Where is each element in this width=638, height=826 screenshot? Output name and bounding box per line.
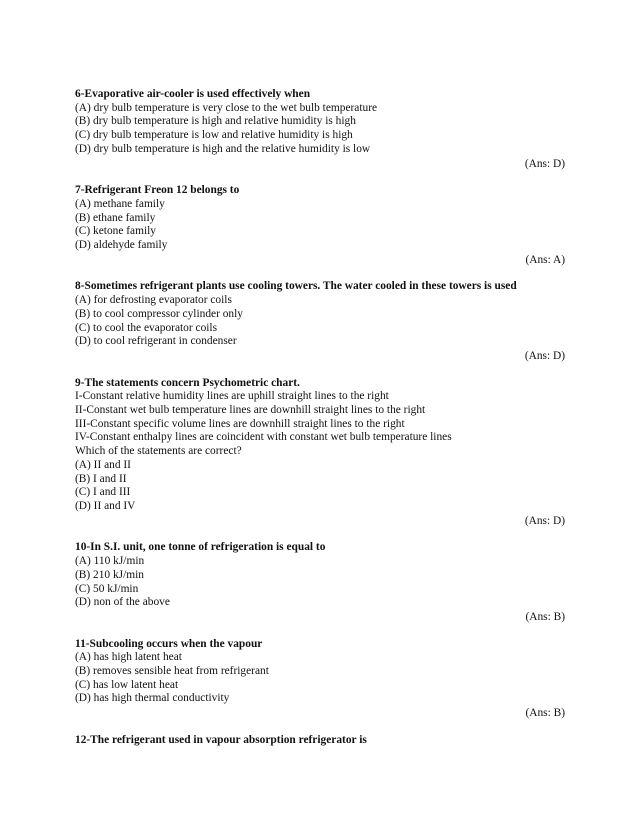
question-block [75, 638, 565, 721]
answer-label: (Ans: B) [525, 707, 565, 720]
question-title: 7-Refrigerant Freon 12 belongs to [75, 184, 240, 197]
question-line: (C) dry bulb temperature is low and relative humidity is high [75, 129, 353, 142]
question-line: (A) dry bulb temperature is very close to the wet bulb temperature [75, 101, 378, 114]
question-line: (B) ethane family [75, 211, 156, 224]
question-line: (D) non of the above [75, 596, 170, 609]
question-line: (B) removes sensible heat from refrigerant [75, 665, 269, 678]
question-line: (D) to cool refrigerant in condenser [75, 335, 237, 348]
question-line: (B) to cool compressor cylinder only [75, 307, 243, 320]
question-line: III-Constant specific volume lines are downhill straight lines to the right [75, 417, 405, 430]
question-title: 12-The refrigerant used in vapour absorption refrigerator is [75, 733, 367, 746]
question-title: 9-The statements concern Psychometric chart. [75, 376, 300, 389]
question-line: (B) dry bulb temperature is high and relative humidity is high [75, 115, 356, 128]
question-title: 11-Subcooling occurs when the vapour [75, 637, 263, 650]
question-block [75, 734, 565, 748]
question-line: Which of the statements are correct? [75, 445, 242, 458]
question-title: 6-Evaporative air-cooler is used effectively when [75, 88, 311, 100]
question-line: (D) aldehyde family [75, 239, 168, 252]
question-block [75, 88, 565, 171]
question-line: (B) I and II [75, 472, 127, 485]
question-page [75, 88, 565, 761]
question-line: (D) II and IV [75, 499, 136, 512]
question-line: (B) 210 kJ/min [75, 568, 144, 581]
question-title: 8-Sometimes refrigerant plants use cooling towers. The water cooled in these towers is used [75, 280, 517, 293]
question-line: IV-Constant enthalpy lines are coincident with constant wet bulb temperature lines [75, 431, 452, 444]
answer-label: (Ans: D) [524, 514, 565, 527]
question-line: (D) has high thermal conductivity [75, 692, 230, 705]
answer-label: (Ans: D) [524, 157, 565, 170]
question-line: (D) dry bulb temperature is high and the relative humidity is low [75, 142, 371, 155]
question-line: (C) ketone family [75, 225, 156, 238]
answer-label: (Ans: D) [524, 349, 565, 362]
question-title: 10-In S.I. unit, one tonne of refrigeration is equal to [75, 541, 326, 554]
question-line: (A) II and II [75, 458, 131, 471]
question-line: (C) to cool the evaporator coils [75, 321, 218, 334]
question-line: (A) methane family [75, 197, 165, 210]
question-block [75, 184, 565, 267]
question-line: (C) 50 kJ/min [75, 582, 139, 595]
question-block [75, 377, 565, 529]
question-line: II-Constant wet bulb temperature lines are downhill straight lines to the right [75, 404, 426, 417]
answer-label: (Ans: B) [525, 610, 565, 623]
question-line: (A) 110 kJ/min [75, 555, 145, 568]
question-block [75, 280, 565, 363]
answer-label: (Ans: A) [525, 253, 565, 266]
question-line: (C) I and III [75, 486, 131, 499]
question-line: (A) has high latent heat [75, 651, 182, 664]
question-line: (A) for defrosting evaporator coils [75, 294, 232, 307]
question-block [75, 541, 565, 624]
question-line: (C) has low latent heat [75, 678, 179, 691]
question-line: I-Constant relative humidity lines are uphill straight lines to the right [75, 390, 389, 403]
